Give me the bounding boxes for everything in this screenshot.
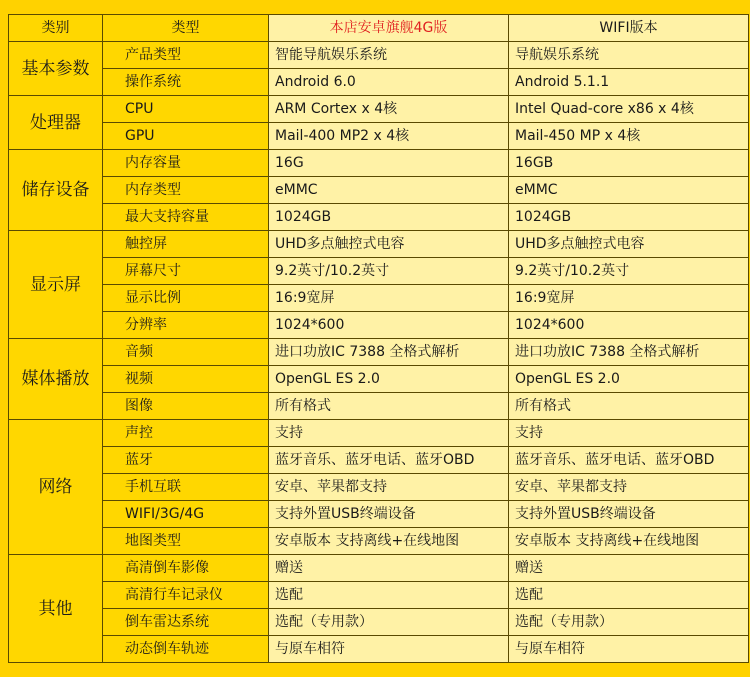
type-cell: 蓝牙: [103, 447, 269, 474]
value-wifi-cell: 1024*600: [509, 312, 749, 339]
table-row: [9, 636, 749, 663]
table-row: [9, 42, 749, 69]
spec-table: [8, 14, 749, 663]
type-cell: 高清倒车影像: [103, 555, 269, 582]
value-wifi-cell: 支持外置USB终端设备: [509, 501, 749, 528]
value-4g-cell: 进口功放IC 7388 全格式解析: [269, 339, 509, 366]
value-wifi-cell: 安卓版本 支持离线+在线地图: [509, 528, 749, 555]
category-cell: 媒体播放: [9, 339, 103, 420]
table-row: [9, 69, 749, 96]
value-wifi-cell: 16:9宽屏: [509, 285, 749, 312]
table-row: [9, 204, 749, 231]
value-4g-cell: 安卓版本 支持离线+在线地图: [269, 528, 509, 555]
value-4g-cell: 选配: [269, 582, 509, 609]
type-cell: 操作系统: [103, 69, 269, 96]
value-4g-cell: 1024*600: [269, 312, 509, 339]
type-cell: 屏幕尺寸: [103, 258, 269, 285]
table-row: [9, 312, 749, 339]
value-wifi-cell: 选配（专用款）: [509, 609, 749, 636]
type-cell: 声控: [103, 420, 269, 447]
table-row: [9, 231, 749, 258]
value-4g-cell: 9.2英寸/10.2英寸: [269, 258, 509, 285]
value-wifi-cell: UHD多点触控式电容: [509, 231, 749, 258]
category-cell: 基本参数: [9, 42, 103, 96]
value-wifi-cell: 9.2英寸/10.2英寸: [509, 258, 749, 285]
type-cell: WIFI/3G/4G: [103, 501, 269, 528]
table-row: [9, 474, 749, 501]
type-cell: 音频: [103, 339, 269, 366]
value-wifi-cell: OpenGL ES 2.0: [509, 366, 749, 393]
value-4g-cell: 赠送: [269, 555, 509, 582]
type-cell: 图像: [103, 393, 269, 420]
table-row: [9, 501, 749, 528]
table-row: [9, 609, 749, 636]
type-cell: CPU: [103, 96, 269, 123]
value-wifi-cell: Mail-450 MP x 4核: [509, 123, 749, 150]
category-cell: 网络: [9, 420, 103, 555]
table-row: [9, 96, 749, 123]
value-4g-cell: 与原车相符: [269, 636, 509, 663]
table-row: [9, 366, 749, 393]
value-wifi-cell: 选配: [509, 582, 749, 609]
value-4g-cell: ARM Cortex x 4核: [269, 96, 509, 123]
value-4g-cell: 智能导航娱乐系统: [269, 42, 509, 69]
value-wifi-cell: 进口功放IC 7388 全格式解析: [509, 339, 749, 366]
table-row: [9, 123, 749, 150]
value-4g-cell: eMMC: [269, 177, 509, 204]
value-wifi-cell: 16GB: [509, 150, 749, 177]
value-wifi-cell: 1024GB: [509, 204, 749, 231]
value-wifi-cell: 赠送: [509, 555, 749, 582]
category-cell: 处理器: [9, 96, 103, 150]
header-row: [9, 15, 749, 42]
value-4g-cell: UHD多点触控式电容: [269, 231, 509, 258]
value-4g-cell: 16G: [269, 150, 509, 177]
type-cell: 产品类型: [103, 42, 269, 69]
value-4g-cell: 安卓、苹果都支持: [269, 474, 509, 501]
value-4g-cell: 16:9宽屏: [269, 285, 509, 312]
value-4g-cell: 所有格式: [269, 393, 509, 420]
value-wifi-cell: 与原车相符: [509, 636, 749, 663]
table-row: [9, 582, 749, 609]
value-wifi-cell: 导航娱乐系统: [509, 42, 749, 69]
type-cell: 高清行车记录仪: [103, 582, 269, 609]
table-row: [9, 447, 749, 474]
value-4g-cell: 1024GB: [269, 204, 509, 231]
value-wifi-cell: 所有格式: [509, 393, 749, 420]
value-4g-cell: 蓝牙音乐、蓝牙电话、蓝牙OBD: [269, 447, 509, 474]
type-cell: 地图类型: [103, 528, 269, 555]
value-wifi-cell: Android 5.1.1: [509, 69, 749, 96]
value-wifi-cell: eMMC: [509, 177, 749, 204]
table-row: [9, 339, 749, 366]
type-cell: 显示比例: [103, 285, 269, 312]
table-row: [9, 528, 749, 555]
spec-body: [9, 42, 749, 663]
header-4g-version: 本店安卓旗舰4G版: [269, 15, 509, 42]
type-cell: 分辨率: [103, 312, 269, 339]
table-row: [9, 393, 749, 420]
category-cell: 储存设备: [9, 150, 103, 231]
value-wifi-cell: 安卓、苹果都支持: [509, 474, 749, 501]
value-4g-cell: Android 6.0: [269, 69, 509, 96]
spec-comparison: [8, 14, 749, 663]
table-row: [9, 177, 749, 204]
type-cell: 最大支持容量: [103, 204, 269, 231]
value-wifi-cell: Intel Quad-core x86 x 4核: [509, 96, 749, 123]
value-4g-cell: 支持外置USB终端设备: [269, 501, 509, 528]
table-row: [9, 258, 749, 285]
type-cell: 手机互联: [103, 474, 269, 501]
type-cell: 倒车雷达系统: [103, 609, 269, 636]
type-cell: GPU: [103, 123, 269, 150]
value-4g-cell: Mail-400 MP2 x 4核: [269, 123, 509, 150]
value-4g-cell: OpenGL ES 2.0: [269, 366, 509, 393]
type-cell: 内存容量: [103, 150, 269, 177]
header-wifi-version: WIFI版本: [509, 15, 749, 42]
type-cell: 动态倒车轨迹: [103, 636, 269, 663]
value-wifi-cell: 支持: [509, 420, 749, 447]
type-cell: 视频: [103, 366, 269, 393]
value-wifi-cell: 蓝牙音乐、蓝牙电话、蓝牙OBD: [509, 447, 749, 474]
table-row: [9, 285, 749, 312]
category-cell: 其他: [9, 555, 103, 663]
table-row: [9, 150, 749, 177]
value-4g-cell: 选配（专用款）: [269, 609, 509, 636]
value-4g-cell: 支持: [269, 420, 509, 447]
type-cell: 触控屏: [103, 231, 269, 258]
type-cell: 内存类型: [103, 177, 269, 204]
table-row: [9, 555, 749, 582]
header-type: 类型: [103, 15, 269, 42]
table-row: [9, 420, 749, 447]
header-category: 类别: [9, 15, 103, 42]
category-cell: 显示屏: [9, 231, 103, 339]
